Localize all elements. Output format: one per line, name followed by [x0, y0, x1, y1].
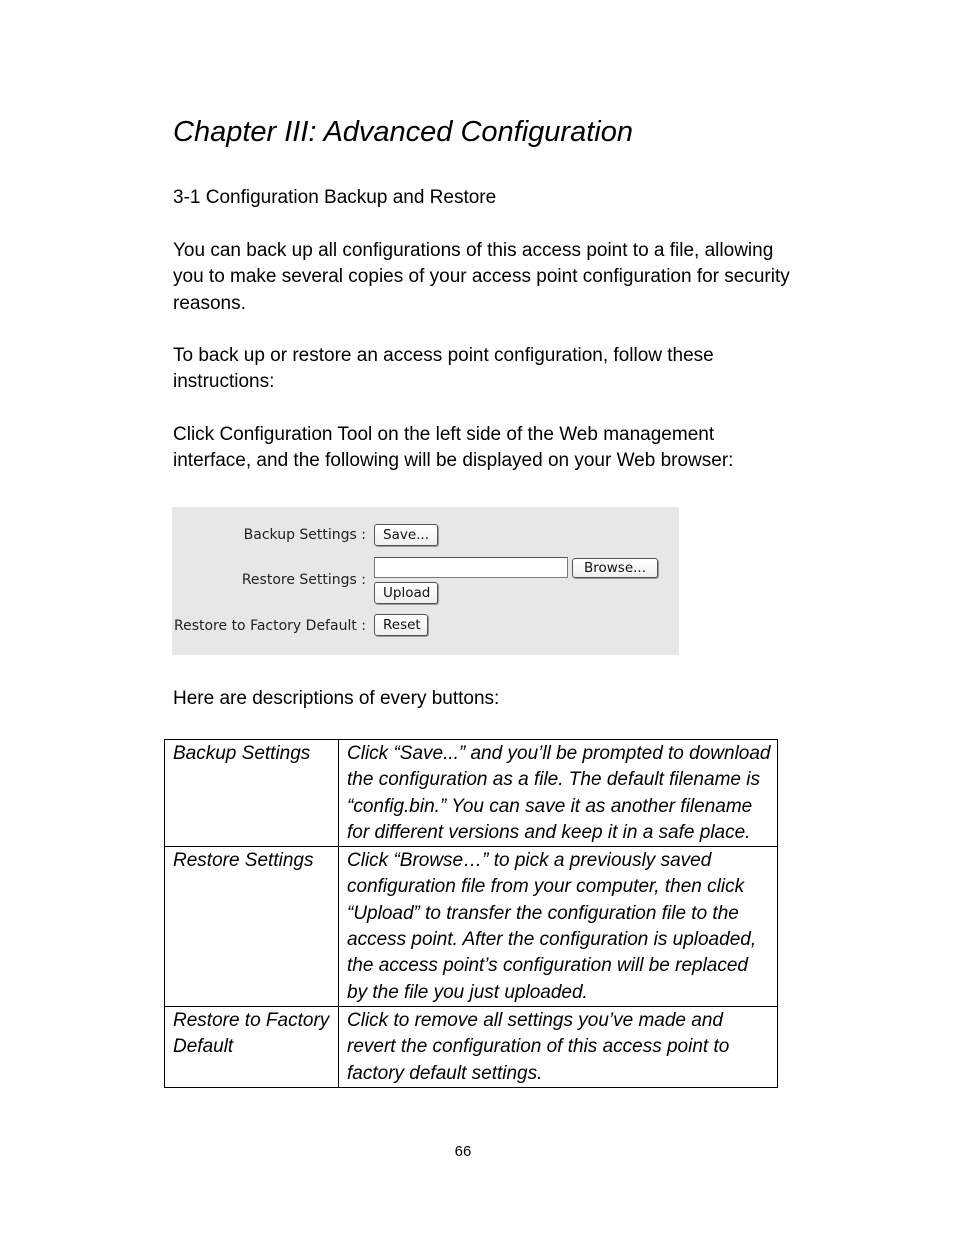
- table-cell-description: Click “Browse…” to pick a previously saved configuration file from your computer, then click “Upload” to transfer the configuration file to the access point. After the configuration is uploaded, the access point’s configuration will be replaced by the file you just uploaded.: [339, 847, 778, 1007]
- section-heading: 3-1 Configuration Backup and Restore: [173, 187, 497, 208]
- click-instruction-paragraph: Click Configuration Tool on the left side of the Web management interface, and the following will be displayed on your Web browser:: [173, 424, 734, 472]
- chapter-title: Chapter III: Advanced Configuration: [173, 116, 633, 148]
- instructions-paragraph: To back up or restore an access point configuration, follow these instructions:: [173, 345, 714, 393]
- restore-settings-label: Restore Settings :: [241, 572, 366, 588]
- table-cell-name: Restore Settings: [165, 847, 339, 1007]
- table-cell-description: Click to remove all settings you’ve made and revert the configuration of this access point to factory default settings.: [339, 1006, 778, 1087]
- table-cell-name: Restore to Factory Default: [165, 1006, 339, 1087]
- button-descriptions-intro: Here are descriptions of every buttons:: [173, 688, 500, 709]
- reset-button[interactable]: Reset: [374, 614, 428, 636]
- table-row: [165, 740, 778, 847]
- save-button[interactable]: Save...: [374, 524, 438, 546]
- configuration-tool-screenshot: [172, 507, 679, 655]
- intro-paragraph: You can back up all configurations of this access point to a file, allowing you to make several copies of your access point configuration for security reasons.: [173, 240, 790, 314]
- browse-button[interactable]: Browse...: [572, 558, 658, 578]
- button-description-table: [164, 739, 778, 1088]
- table-cell-description: Click “Save...” and you’ll be prompted to download the configuration as a file. The default filename is “config.bin.” You can save it as another filename for different versions and keep it in a safe place.: [339, 740, 778, 847]
- page-number: 66: [454, 1143, 472, 1160]
- restore-file-input[interactable]: [374, 557, 568, 578]
- table-cell-name: Backup Settings: [165, 740, 339, 847]
- table-row: [165, 847, 778, 1007]
- factory-default-label: Restore to Factory Default :: [174, 618, 366, 634]
- table-row: [165, 1006, 778, 1087]
- backup-settings-label: Backup Settings :: [243, 527, 366, 543]
- upload-button[interactable]: Upload: [374, 582, 438, 604]
